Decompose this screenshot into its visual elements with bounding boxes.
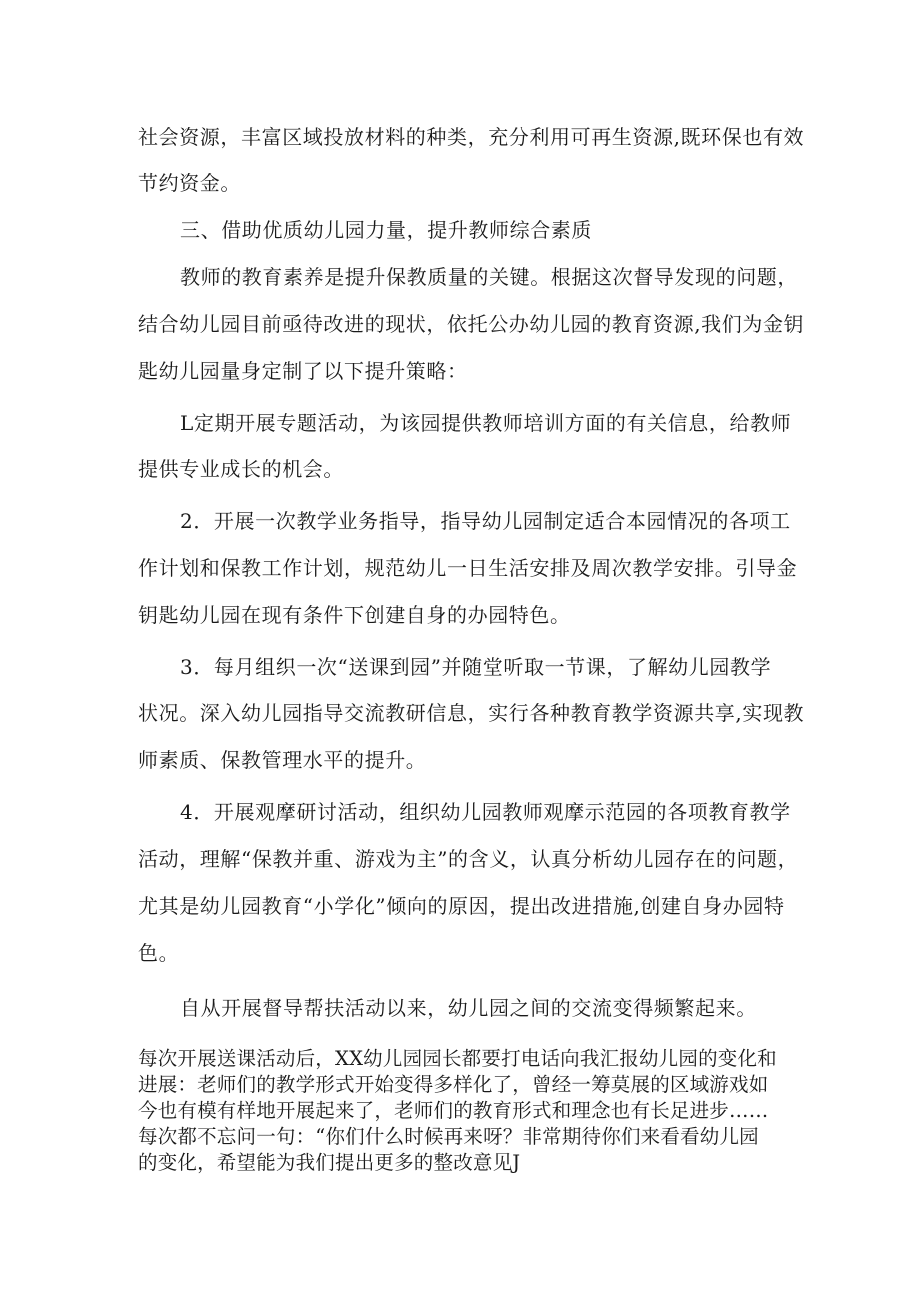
- list-item-1: L定期开展专题活动，为该园提供教师培训方面的有关信息，给教师: [180, 411, 792, 435]
- text-line: 状况。深入幼儿园指导交流教研信息，实行各种教育教学资源共享,实现教: [138, 701, 805, 725]
- list-item-4: 4．开展观摩研讨活动，组织幼儿园教师观摩示范园的各项教育教学: [180, 800, 791, 824]
- text-line: 结合幼儿园目前亟待改进的现状，依托公办幼儿园的教育资源,我们为金钥: [138, 312, 805, 336]
- text-line: 的变化，希望能为我们提出更多的整改意见J: [138, 1151, 521, 1174]
- text-line: 提供专业成长的机会。: [138, 457, 344, 481]
- text-line: 每次开展送课活动后，XX幼儿园园长都要打电话向我汇报幼儿园的变化和: [138, 1047, 777, 1070]
- text-line: 尤其是幼儿园教育“小学化”倾向的原因，提出改进措施,创建自身办园特: [138, 894, 785, 918]
- list-item-2: 2．开展一次教学业务指导，指导幼儿园制定适合本园情况的各项工: [180, 509, 791, 533]
- text-line: 匙幼儿园量身定制了以下提升策略：: [138, 359, 468, 383]
- text-line: 作计划和保教工作计划，规范幼儿一日生活安排及周次教学安排。引导金: [138, 556, 798, 580]
- text-line: 自从开展督导帮扶活动以来，幼儿园之间的交流变得频繁起来。: [180, 996, 757, 1020]
- text-line: 教师的教育素养是提升保教质量的关键。根据这次督导发现的问题，: [180, 265, 798, 289]
- text-line: 今也有模有样地开展起来了，老师们的教育形式和理念也有长足进步……: [138, 1099, 769, 1122]
- text-line: 色。: [138, 941, 180, 965]
- section-heading: 三、借助优质幼儿园力量，提升教师综合素质: [180, 218, 592, 242]
- text-line: 节约资金。: [138, 171, 241, 195]
- text-line: 钥匙幼儿园在现有条件下创建自身的办园特色。: [138, 603, 571, 627]
- text-line: 师素质、保教管理水平的提升。: [138, 748, 427, 772]
- text-line: 社会资源，丰富区域投放材料的种类，充分利用可再生资源,既环保也有效: [138, 125, 805, 149]
- text-line: 进展：老师们的教学形式开始变得多样化了，曾经一筹莫展的区域游戏如: [138, 1073, 769, 1096]
- text-line: 活动，理解“保教并重、游戏为主”的含义，认真分析幼儿园存在的问题，: [138, 847, 799, 871]
- text-line: 每次都不忘问一句：“你们什么时候再来呀？非常期待你们来看看幼儿园: [138, 1125, 759, 1148]
- list-item-3: 3．每月组织一次“送课到园”并随堂听取一节课，了解幼儿园教学: [180, 655, 772, 679]
